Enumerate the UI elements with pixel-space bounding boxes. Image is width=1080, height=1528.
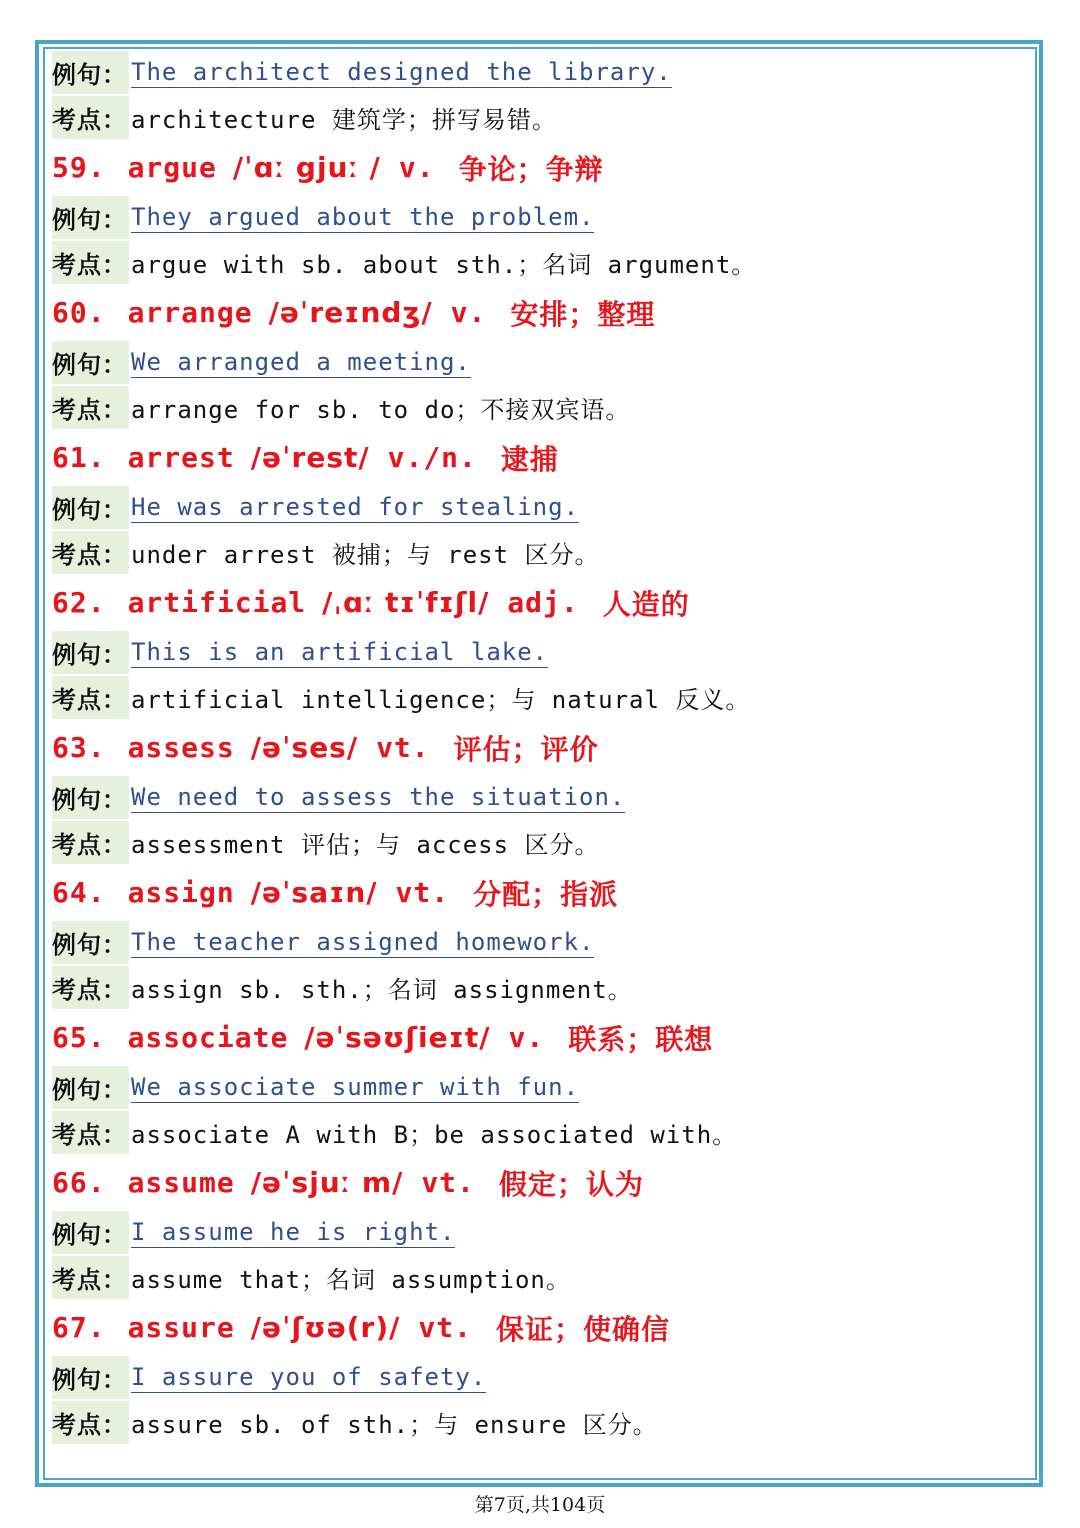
entry-phonetic: /ˈɑː gjuː / [232, 151, 381, 184]
example-sentence: We need to assess the situation. [131, 782, 626, 811]
point-text: assign sb. sth.；名词 assignment。 [131, 976, 633, 1004]
entry-phonetic: /əˈʃʊə(r)/ [250, 1311, 401, 1344]
entry-word: arrange [127, 296, 253, 329]
point-label: 考点： [52, 1111, 129, 1154]
entry-heading [52, 720, 1032, 775]
entry-part-of-speech: vt. [376, 731, 430, 764]
entry-word: assure [127, 1311, 235, 1344]
example-label: 例句： [52, 921, 129, 964]
point-row [52, 1255, 1032, 1300]
point-label: 考点： [52, 1401, 129, 1444]
example-row [52, 630, 1032, 675]
point-row [52, 95, 1032, 140]
entry-meaning: 人造的 [602, 587, 690, 621]
example-row [52, 775, 1032, 820]
point-label: 考点： [52, 676, 129, 719]
entry-meaning: 联系；联想 [568, 1022, 714, 1056]
example-label: 例句： [52, 1066, 129, 1109]
example-sentence: We arranged a meeting. [131, 347, 471, 376]
entry-number: 65. [52, 1021, 106, 1054]
point-text: arrange for sb. to do；不接双宾语。 [131, 396, 631, 424]
example-sentence: This is an artificial lake. [131, 637, 549, 666]
point-text: architecture 建筑学；拼写易错。 [131, 106, 557, 134]
entry-phonetic: /ˌɑː tɪˈfɪʃl/ [322, 586, 490, 619]
entry-number: 59. [52, 151, 106, 184]
example-label: 例句： [52, 1356, 129, 1399]
example-sentence: He was arrested for stealing. [131, 492, 580, 521]
point-label: 考点： [52, 966, 129, 1009]
example-label: 例句： [52, 486, 129, 529]
entry-heading [52, 140, 1032, 195]
point-text: assume that；名词 assumption。 [131, 1266, 571, 1294]
example-row [52, 1065, 1032, 1110]
example-row [52, 920, 1032, 965]
entry-heading [52, 285, 1032, 340]
entry-heading [52, 1300, 1032, 1355]
point-text: assure sb. of sth.；与 ensure 区分。 [131, 1411, 658, 1439]
vocabulary-list [52, 50, 1032, 1445]
example-label: 例句： [52, 1211, 129, 1254]
point-row [52, 675, 1032, 720]
entry-heading [52, 1155, 1032, 1210]
example-sentence: We associate summer with fun. [131, 1072, 580, 1101]
entry-phonetic: /əˈsjuː m/ [250, 1166, 404, 1199]
example-row [52, 1210, 1032, 1255]
example-sentence: The architect designed the library. [131, 57, 672, 86]
entry-meaning: 逮捕 [500, 442, 559, 476]
example-row [52, 195, 1032, 240]
example-label: 例句： [52, 776, 129, 819]
entry-word: arrest [127, 441, 235, 474]
entry-meaning: 分配；指派 [473, 877, 619, 911]
entry-word: associate [127, 1021, 289, 1054]
example-label: 例句： [52, 341, 129, 384]
point-text: under arrest 被捕；与 rest 区分。 [131, 541, 600, 569]
point-row [52, 965, 1032, 1010]
example-row [52, 485, 1032, 530]
point-text: argue with sb. about sth.；名词 argument。 [131, 251, 757, 279]
entry-number: 60. [52, 296, 106, 329]
entry-number: 61. [52, 441, 106, 474]
example-sentence: They argued about the problem. [131, 202, 595, 231]
point-row [52, 385, 1032, 430]
example-row [52, 340, 1032, 385]
entry-word: assume [127, 1166, 235, 1199]
entry-heading [52, 430, 1032, 485]
entry-meaning: 争论；争辩 [458, 152, 604, 186]
entry-part-of-speech: vt. [418, 1311, 472, 1344]
example-row [52, 1355, 1032, 1400]
entries-container [52, 140, 1032, 1445]
entry-heading [52, 1010, 1032, 1065]
entry-phonetic: /əˈrest/ [250, 441, 370, 474]
entry-heading [52, 865, 1032, 920]
entry-phonetic: /əˈses/ [250, 731, 359, 764]
entry-phonetic: /əˈsəʊʃieɪt/ [304, 1021, 491, 1054]
point-text: assessment 评估；与 access 区分。 [131, 831, 600, 859]
entry-number: 64. [52, 876, 106, 909]
point-label: 考点： [52, 821, 129, 864]
entry-part-of-speech: v./n. [387, 441, 477, 474]
point-label: 考点： [52, 531, 129, 574]
entry-word: argue [127, 151, 217, 184]
entry-phonetic: /əˈreɪndʒ/ [268, 296, 433, 329]
point-text: associate A with B；be associated with。 [131, 1121, 738, 1149]
point-label: 考点： [52, 1256, 129, 1299]
entry-word: assess [127, 731, 235, 764]
entry-part-of-speech: v. [450, 296, 487, 329]
point-label: 考点： [52, 96, 129, 139]
example-label: 例句： [52, 196, 129, 239]
entry-number: 62. [52, 586, 106, 619]
entry-heading [52, 575, 1032, 630]
entry-meaning: 安排；整理 [510, 297, 656, 331]
point-row [52, 1110, 1032, 1155]
entry-meaning: 保证；使确信 [495, 1312, 670, 1346]
entry-part-of-speech: adj. [507, 586, 579, 619]
example-label: 例句： [52, 631, 129, 674]
point-label: 考点： [52, 386, 129, 429]
entry-word: assign [127, 876, 235, 909]
point-row [52, 530, 1032, 575]
entry-number: 63. [52, 731, 106, 764]
entry-number: 66. [52, 1166, 106, 1199]
example-label: 例句： [52, 51, 129, 94]
point-row [52, 820, 1032, 865]
entry-part-of-speech: v. [508, 1021, 545, 1054]
point-text: artificial intelligence；与 natural 反义。 [131, 686, 751, 714]
point-row [52, 240, 1032, 285]
example-sentence: I assume he is right. [131, 1217, 456, 1246]
point-row [52, 1400, 1032, 1445]
entry-meaning: 假定；认为 [498, 1167, 644, 1201]
page-number: 第7页,共104页 [474, 1494, 606, 1516]
example-row [52, 50, 1032, 95]
entry-word: artificial [127, 586, 307, 619]
example-sentence: The teacher assigned homework. [131, 927, 595, 956]
entry-number: 67. [52, 1311, 106, 1344]
entry-part-of-speech: vt. [421, 1166, 475, 1199]
point-label: 考点： [52, 241, 129, 284]
example-sentence: I assure you of safety. [131, 1362, 487, 1391]
entry-meaning: 评估；评价 [453, 732, 599, 766]
entry-part-of-speech: v. [398, 151, 435, 184]
entry-phonetic: /əˈsaɪn/ [250, 876, 378, 909]
entry-part-of-speech: vt. [395, 876, 450, 909]
